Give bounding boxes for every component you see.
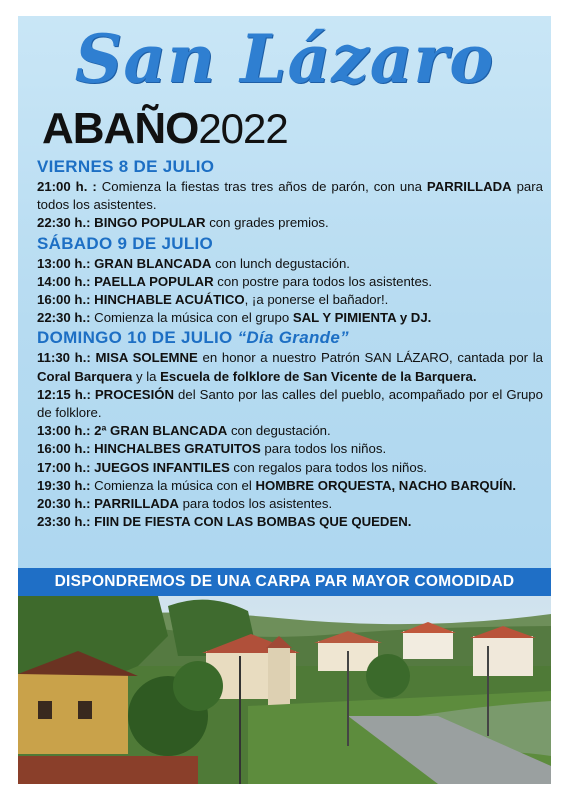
day-heading <box>37 233 543 255</box>
event-time: 23:30 h.: <box>37 514 91 530</box>
event-time: 12:15 h.: <box>37 386 91 402</box>
event-text: con regalos para todos los niños. <box>229 459 427 475</box>
event-time: 16:00 h.: <box>37 441 91 457</box>
event-text: con degustación. <box>227 423 331 439</box>
event-text: y la <box>132 368 161 384</box>
poster-title: San Lázaro <box>74 20 495 98</box>
schedule-event <box>37 495 543 513</box>
event-text: con grades premios. <box>205 215 329 231</box>
village-landscape-image <box>18 596 551 784</box>
event-time: 20:30 h.: <box>37 496 91 512</box>
day-heading-text: VIERNES 8 DE JULIO <box>37 157 215 176</box>
event-text: Comienza la música con el grupo <box>90 310 293 326</box>
town-year-heading <box>42 104 288 154</box>
event-time: 13:00 h.: <box>37 423 91 439</box>
tent-banner: DISPONDREMOS DE UNA CARPA PAR MAYOR COMODIDAD <box>18 568 551 596</box>
schedule-event <box>37 214 543 232</box>
event-text: HOMBRE ORQUESTA, NACHO BARQUÍN. <box>255 477 517 493</box>
day-heading-text: DOMINGO 10 DE JULIO <box>37 328 233 348</box>
event-text: FIIN DE FIESTA CON LAS BOMBAS QUE QUEDEN. <box>90 514 412 530</box>
schedule-event <box>37 291 543 309</box>
event-text: con postre para todos los asistentes. <box>213 273 433 289</box>
event-text: HINCHABLE ACUÁTICO <box>90 292 245 308</box>
event-time: 11:30 h.: <box>37 350 91 366</box>
event-text: PROCESIÓN <box>90 386 175 402</box>
schedule-event <box>37 349 543 385</box>
event-text: Coral Barquera <box>37 368 133 384</box>
event-text: BINGO POPULAR <box>90 215 206 231</box>
event-text: HINCHALBES GRATUITOS <box>90 441 261 457</box>
event-time: 22:30 h.: <box>37 215 91 231</box>
day-heading-text: SÁBADO 9 DE JULIO <box>37 233 214 253</box>
event-text: Comienza la música con el <box>90 477 256 493</box>
event-text: PAELLA POPULAR <box>90 273 214 289</box>
year: 2022 <box>198 105 288 152</box>
event-text: SAL Y PIMIENTA y DJ. <box>292 310 432 326</box>
schedule-event <box>37 386 543 422</box>
village-photo <box>18 596 551 784</box>
day-subheading: “Día Grande” <box>237 328 349 348</box>
schedule-event <box>37 309 543 327</box>
schedule-event <box>37 422 543 440</box>
event-text: GRAN BLANCADA <box>90 255 212 271</box>
event-time: 16:00 h.: <box>37 292 91 308</box>
schedule-event <box>37 513 543 531</box>
festival-poster <box>18 16 551 784</box>
event-time: 14:00 h.: <box>37 273 91 289</box>
event-text: PARRILLADA <box>90 496 179 512</box>
event-text: para todos los niños. <box>260 441 387 457</box>
event-text: Comienza la fiestas tras tres años de parón, con una <box>96 179 427 194</box>
event-time: 21:00 h. : <box>37 179 97 194</box>
schedule-event <box>37 459 543 477</box>
schedule-event <box>37 477 543 495</box>
event-text: del Santo por las calles del pueblo, acompañado por el Grupo de folklore. <box>37 386 543 421</box>
event-text: 2ª GRAN BLANCADA <box>90 423 228 439</box>
schedule-event <box>37 273 543 291</box>
event-text: , ¡a ponerse el bañador!. <box>244 292 389 308</box>
schedule <box>37 156 543 531</box>
town-name: ABAÑO <box>42 104 199 153</box>
schedule-event <box>37 440 543 458</box>
day-heading <box>37 327 543 349</box>
event-time: 17:00 h.: <box>37 459 91 475</box>
day-heading <box>37 156 543 178</box>
event-time: 19:30 h.: <box>37 477 91 493</box>
event-text: para todos los asistentes. <box>178 496 333 512</box>
event-text: MISA SOLEMNE <box>90 350 198 366</box>
event-time: 22:30 h.: <box>37 310 91 326</box>
event-text: con lunch degustación. <box>211 255 350 271</box>
schedule-event <box>37 255 543 273</box>
event-text: para todos los asistentes. <box>37 179 543 213</box>
event-text: Escuela de folklore de San Vicente de la Barquera. <box>160 368 477 384</box>
event-text: PARRILLADA <box>426 179 512 194</box>
event-time: 13:00 h.: <box>37 255 91 271</box>
event-text: JUEGOS INFANTILES <box>90 459 230 475</box>
event-text: en honor a nuestro Patrón SAN LÁZARO, cantada por la <box>197 350 543 366</box>
schedule-event <box>37 178 543 214</box>
